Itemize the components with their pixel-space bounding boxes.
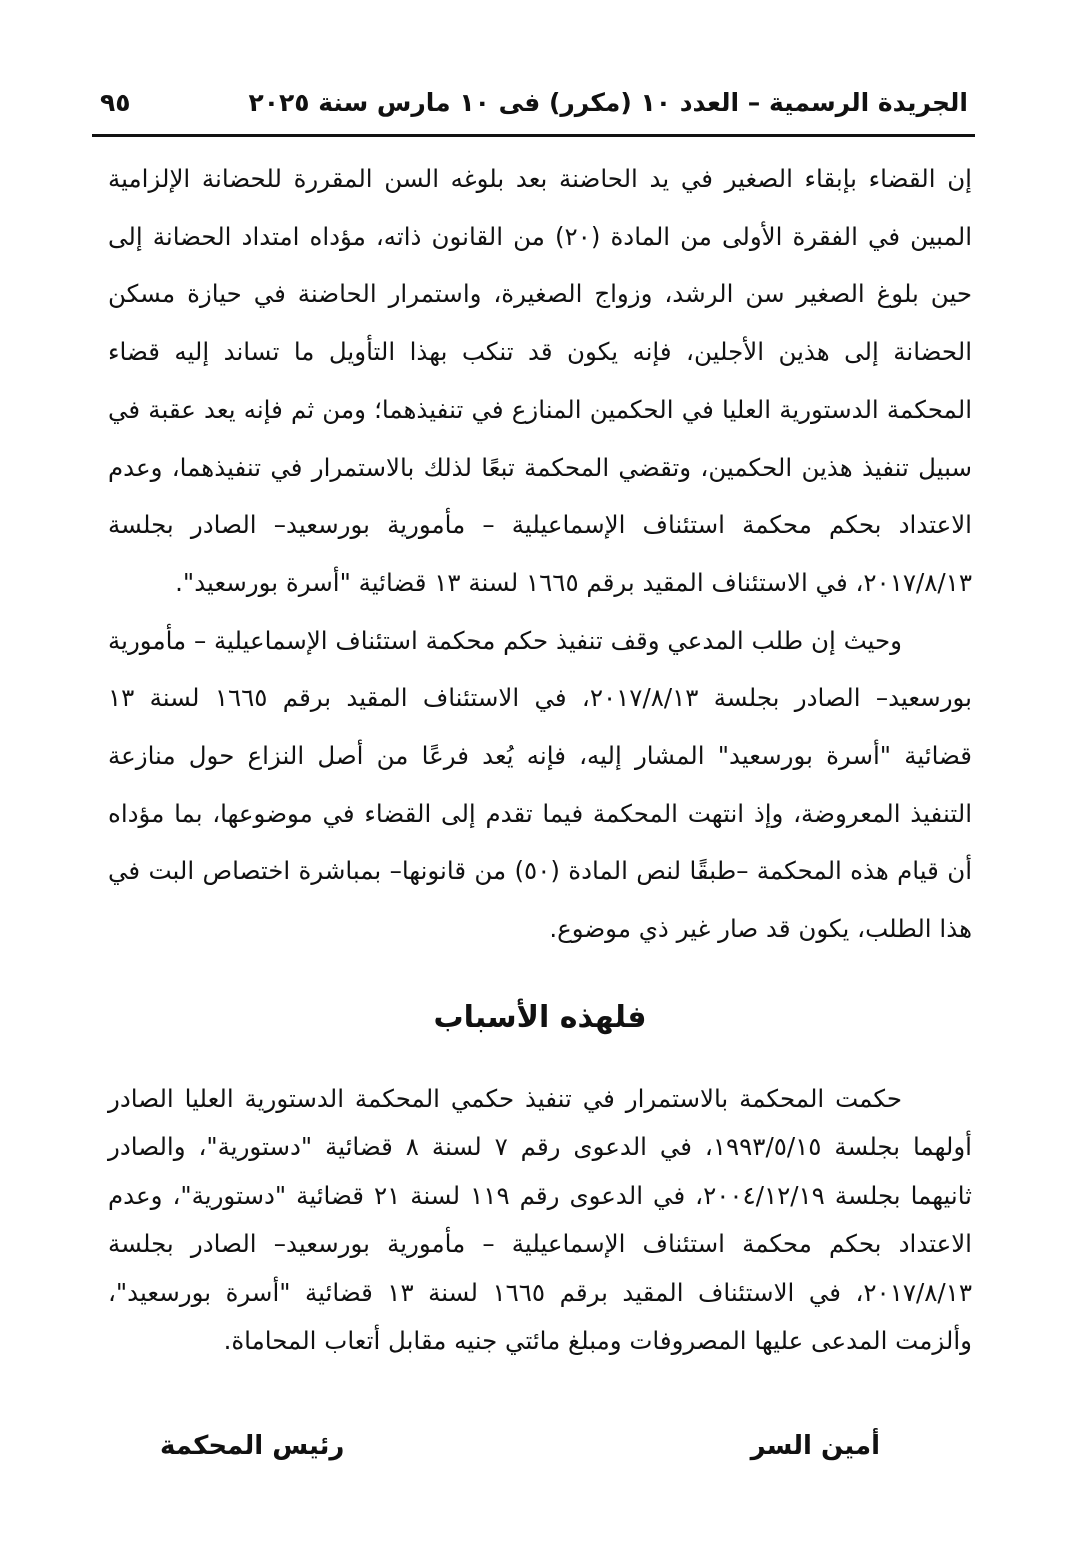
gazette-title: الجريدة الرسمية – العدد ١٠ (مكرر) فى ١٠ مارس سنة ٢٠٢٥ <box>248 87 968 117</box>
paragraph-1: إن القضاء بإبقاء الصغير في يد الحاضنة بعد بلوغه السن المقررة للحضانة الإلزامية المبين في الفقرة الأولى من المادة (٢٠) من القانون ذاته، مؤداه امتداد الحضانة إلى حين بلوغ الصغير سن الرشد، وزواج الصغيرة، واستمرار الحاضنة في حيازة مسكن الحضانة إلى هذين الأجلين، فإنه يكون قد تنكب بهذا التأويل ما تساند إليه قضاء المحكمة الدستورية العليا في الحكمين المنازع في تنفيذهما؛ ومن ثم فإنه يعد عقبة في سبيل تنفيذ هذين الحكمين، وتقضي المحكمة تبعًا لذلك بالاستمرار في تنفيذهما، وعدم الاعتداد بحكم محكمة استئناف الإسماعيلية – مأمورية بورسعيد– الصادر بجلسة ٢٠١٧/٨/١٣، في الاستئناف المقيد برقم ١٦٦٥ لسنة ١٣ قضائية "أسرة بورسعيد". <box>108 164 973 597</box>
header-divider <box>92 134 975 137</box>
page-number: ٩٥ <box>100 87 131 117</box>
signature-president: رئيس المحكمة <box>160 1431 345 1461</box>
paragraph-2: وحيث إن طلب المدعي وقف تنفيذ حكم محكمة استئناف الإسماعيلية – مأمورية بورسعيد– الصادر بجلسة ٢٠١٧/٨/١٣، في الاستئناف المقيد برقم ١٦٦٥ لسنة ١٣ قضائية "أسرة بورسعيد" المشار إليه، فإنه يُعد فرعًا من أصل النزاع حول منازعة التنفيذ المعروضة، وإذ انتهت المحكمة فيما تقدم إلى القضاء في موضوعها، بما مؤداه أن قيام هذه المحكمة –طبقًا لنص المادة (٥٠) من قانونها– بمباشرة اختصاص البت في هذا الطلب، يكون قد صار غير ذي موضوع. <box>108 625 973 944</box>
signature-secretary: أمين السر <box>750 1431 880 1461</box>
signature-block <box>160 1424 880 1468</box>
ruling-paragraph: حكمت المحكمة بالاستمرار في تنفيذ حكمي المحكمة الدستورية العليا الصادر أولهما بجلسة ١٩٩٣/٥/١٥، في الدعوى رقم ٧ لسنة ٨ قضائية "دستورية"، والصادر ثانيهما بجلسة ٢٠٠٤/١٢/١٩، في الدعوى رقم ١١٩ لسنة ٢١ قضائية "دستورية"، وعدم الاعتداد بحكم محكمة استئناف الإسماعيلية – مأمورية بورسعيد– الصادر بجلسة ٢٠١٧/٨/١٣، في الاستئناف المقيد برقم ١٦٦٥ لسنة ١٣ قضائية "أسرة بورسعيد"، وألزمت المدعى عليها المصروفات ومبلغ مائتي جنيه مقابل أتعاب المحاماة. <box>108 1083 972 1355</box>
page-header <box>100 78 968 126</box>
section-heading: فلهذه الأسباب <box>433 1000 647 1035</box>
body-text <box>108 150 972 958</box>
